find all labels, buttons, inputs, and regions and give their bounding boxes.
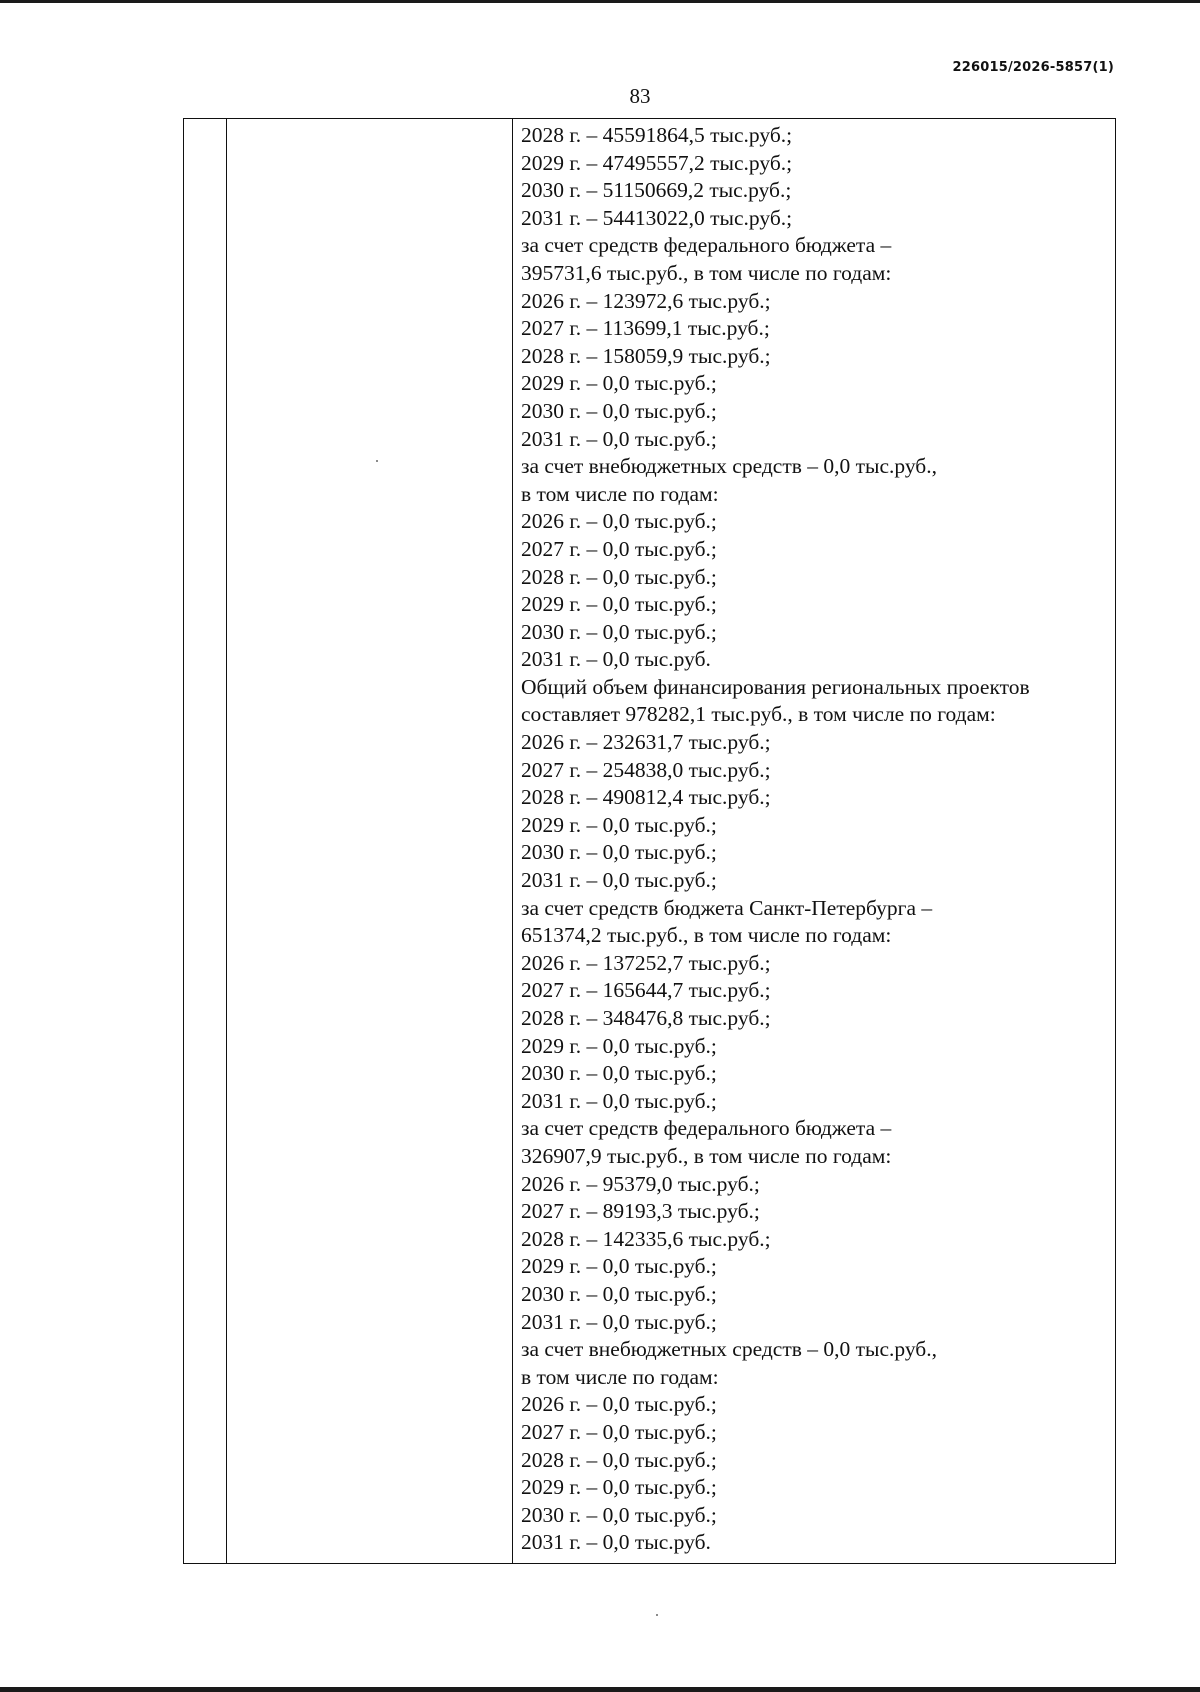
document-registration-number: 226015/2026-5857(1): [952, 60, 1114, 75]
text-line: 2030 г. – 0,0 тыс.руб.;: [521, 840, 717, 865]
text-line: 2027 г. – 0,0 тыс.руб.;: [521, 536, 717, 561]
text-line: 2029 г. – 47495557,2 тыс.руб.;: [521, 150, 793, 175]
text-line: 2027 г. – 165644,7 тыс.руб.;: [521, 978, 771, 1003]
text-line: 2030 г. – 0,0 тыс.руб.;: [521, 1502, 717, 1527]
text-line: 2029 г. – 0,0 тыс.руб.;: [521, 1475, 717, 1500]
text-line: 2028 г. – 142335,6 тыс.руб.;: [521, 1226, 771, 1251]
text-line: 2031 г. – 0,0 тыс.руб.: [521, 647, 711, 672]
page-bottom-border: [0, 1687, 1200, 1692]
text-line: 2029 г. – 0,0 тыс.руб.;: [521, 812, 717, 837]
text-line: 2030 г. – 0,0 тыс.руб.;: [521, 1281, 717, 1306]
text-line: 2030 г. – 0,0 тыс.руб.;: [521, 398, 717, 423]
text-line: 326907,9 тыс.руб., в том числе по годам:: [521, 1143, 892, 1168]
text-line: 2030 г. – 0,0 тыс.руб.;: [521, 619, 717, 644]
text-line: 2029 г. – 0,0 тыс.руб.;: [521, 1033, 717, 1058]
text-line: за счет внебюджетных средств – 0,0 тыс.руб.,: [521, 1337, 937, 1362]
text-line: в том числе по годам:: [521, 481, 719, 506]
table-column-divider-2: [512, 119, 513, 1563]
text-line: за счет средств федерального бюджета –: [521, 1116, 892, 1141]
text-line: 2026 г. – 95379,0 тыс.руб.;: [521, 1171, 760, 1196]
text-line: 2028 г. – 158059,9 тыс.руб.;: [521, 343, 771, 368]
text-line: 2026 г. – 0,0 тыс.руб.;: [521, 1392, 717, 1417]
scan-speck: [656, 1614, 658, 1616]
text-line: 2030 г. – 0,0 тыс.руб.;: [521, 1061, 717, 1086]
text-line: за счет средств бюджета Санкт-Петербурга –: [521, 895, 933, 920]
text-line: 2030 г. – 51150669,2 тыс.руб.;: [521, 178, 792, 203]
text-line: 2027 г. – 113699,1 тыс.руб.;: [521, 316, 770, 341]
text-line: 2031 г. – 54413022,0 тыс.руб.;: [521, 205, 793, 230]
text-line: 2031 г. – 0,0 тыс.руб.;: [521, 1309, 717, 1334]
text-line: 2026 г. – 137252,7 тыс.руб.;: [521, 950, 771, 975]
financing-details-cell: [521, 122, 1111, 1557]
text-line: в том числе по годам:: [521, 1364, 719, 1389]
text-line: составляет 978282,1 тыс.руб., в том числе по годам:: [521, 702, 996, 727]
text-line: 2026 г. – 232631,7 тыс.руб.;: [521, 730, 771, 755]
text-line: за счет средств федерального бюджета –: [521, 233, 892, 258]
text-line: 651374,2 тыс.руб., в том числе по годам:: [521, 923, 892, 948]
text-line: 2026 г. – 0,0 тыс.руб.;: [521, 509, 717, 534]
text-line: 2028 г. – 490812,4 тыс.руб.;: [521, 785, 771, 810]
text-line: Общий объем финансирования региональных проектов: [521, 674, 1030, 699]
financing-table: [183, 118, 1116, 1564]
text-line: 2028 г. – 0,0 тыс.руб.;: [521, 1447, 717, 1472]
text-line: 2028 г. – 0,0 тыс.руб.;: [521, 564, 717, 589]
text-line: 2027 г. – 89193,3 тыс.руб.;: [521, 1199, 760, 1224]
page-number: 83: [629, 84, 651, 108]
text-line: 2026 г. – 123972,6 тыс.руб.;: [521, 288, 771, 313]
text-line: 2029 г. – 0,0 тыс.руб.;: [521, 592, 717, 617]
text-line: 2031 г. – 0,0 тыс.руб.;: [521, 868, 717, 893]
scan-speck: [376, 460, 378, 462]
text-line: 2028 г. – 348476,8 тыс.руб.;: [521, 1006, 771, 1030]
text-line: 2029 г. – 0,0 тыс.руб.;: [521, 371, 717, 396]
table-column-divider-1: [226, 119, 227, 1563]
text-line: 2031 г. – 0,0 тыс.руб.;: [521, 426, 717, 451]
text-line: 2031 г. – 0,0 тыс.руб.: [521, 1530, 711, 1555]
text-line: 2029 г. – 0,0 тыс.руб.;: [521, 1254, 717, 1279]
text-line: 2027 г. – 0,0 тыс.руб.;: [521, 1419, 717, 1444]
text-line: 2031 г. – 0,0 тыс.руб.;: [521, 1088, 717, 1113]
text-line: 2027 г. – 254838,0 тыс.руб.;: [521, 757, 771, 782]
text-line: за счет внебюджетных средств – 0,0 тыс.руб.,: [521, 454, 937, 479]
text-line: 395731,6 тыс.руб., в том числе по годам:: [521, 260, 892, 285]
page-top-border: [0, 0, 1200, 3]
text-line: 2028 г. – 45591864,5 тыс.руб.;: [521, 123, 793, 147]
